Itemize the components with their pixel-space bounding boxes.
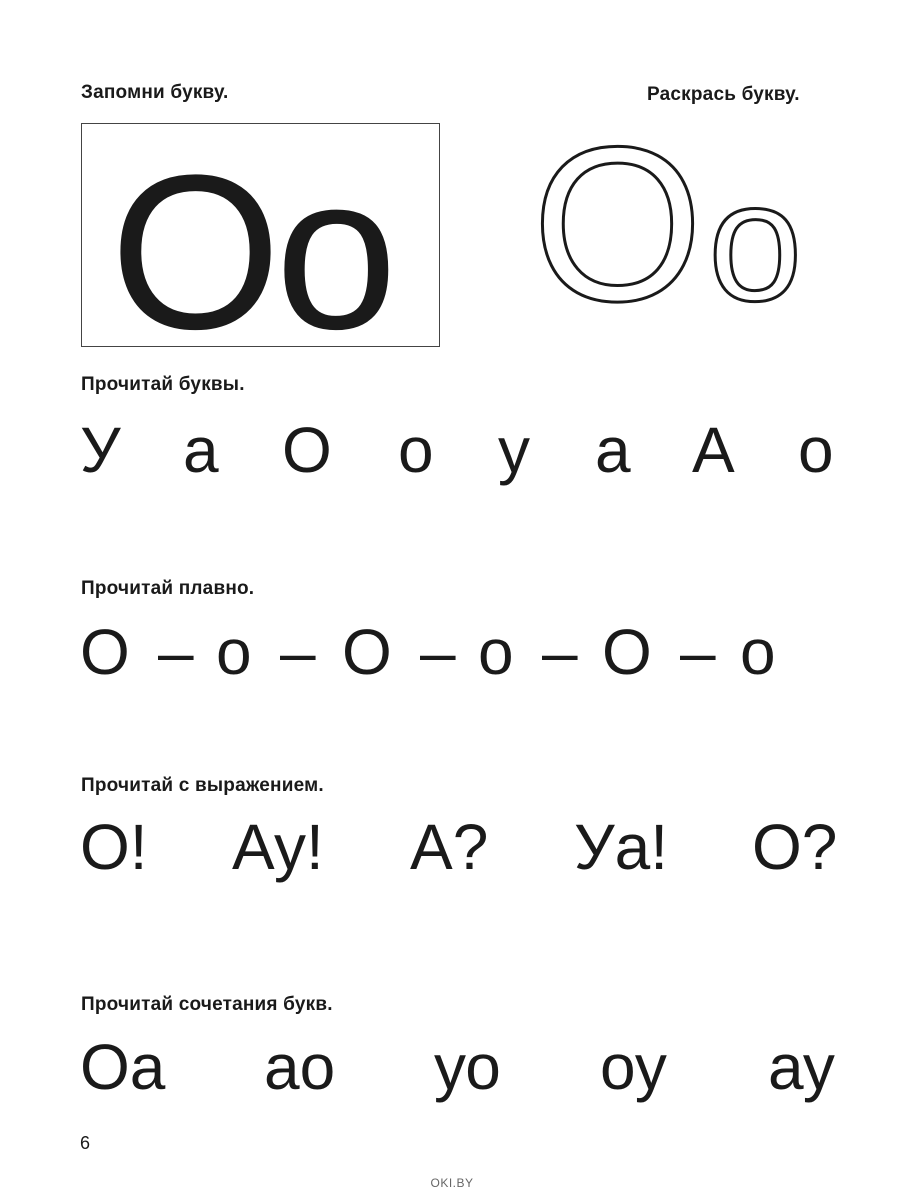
remember-letters: Оо	[110, 129, 392, 375]
letter-item: а	[183, 414, 219, 486]
expression-item: А?	[410, 811, 489, 883]
combo-item: оу	[600, 1031, 667, 1103]
letter-item: о	[398, 414, 434, 486]
combo-item: Оа	[80, 1031, 166, 1103]
smooth-item: –	[420, 616, 456, 688]
smooth-item: о	[216, 616, 252, 688]
read-smooth-row	[80, 616, 800, 690]
smooth-item: о	[478, 616, 514, 688]
read-expression-row	[80, 811, 860, 885]
outline-letters[interactable]	[528, 140, 858, 330]
smooth-item: –	[680, 616, 716, 688]
outline-letter-lower[interactable]: о	[708, 147, 803, 330]
expression-item: Ау!	[232, 811, 324, 883]
color-heading: Раскрась букву.	[647, 84, 800, 105]
remember-heading: Запомни букву.	[81, 82, 229, 103]
expression-item: О!	[80, 811, 148, 883]
combo-item: ау	[768, 1031, 835, 1103]
remember-letter-box	[81, 123, 440, 375]
letter-item: а	[595, 414, 631, 486]
letter-item: О	[282, 414, 332, 486]
smooth-item: –	[542, 616, 578, 688]
smooth-item: О	[342, 616, 392, 688]
watermark: OKI.BY	[430, 1176, 474, 1190]
combo-item: ао	[264, 1031, 336, 1103]
letter-item: А	[692, 414, 735, 486]
letter-item: о	[798, 414, 834, 486]
letter-item: У	[80, 414, 121, 486]
read-expression-heading: Прочитай с выражением.	[81, 775, 324, 796]
page-number: 6	[80, 1133, 91, 1153]
smooth-item: –	[158, 616, 194, 688]
read-combos-row	[80, 1031, 860, 1105]
read-letters-heading: Прочитай буквы.	[81, 374, 245, 395]
combo-item: уо	[434, 1031, 501, 1103]
smooth-item: О	[602, 616, 652, 688]
letter-item: у	[498, 414, 530, 486]
smooth-item: о	[740, 616, 776, 688]
expression-item: О?	[752, 811, 838, 883]
read-smooth-heading: Прочитай плавно.	[81, 578, 255, 599]
expression-item: Уа!	[574, 811, 669, 883]
smooth-item: О	[80, 616, 130, 688]
smooth-item: –	[280, 616, 316, 688]
read-letters-row	[80, 414, 860, 488]
read-combos-heading: Прочитай сочетания букв.	[81, 994, 333, 1015]
outline-letter-upper[interactable]: О	[532, 140, 704, 330]
